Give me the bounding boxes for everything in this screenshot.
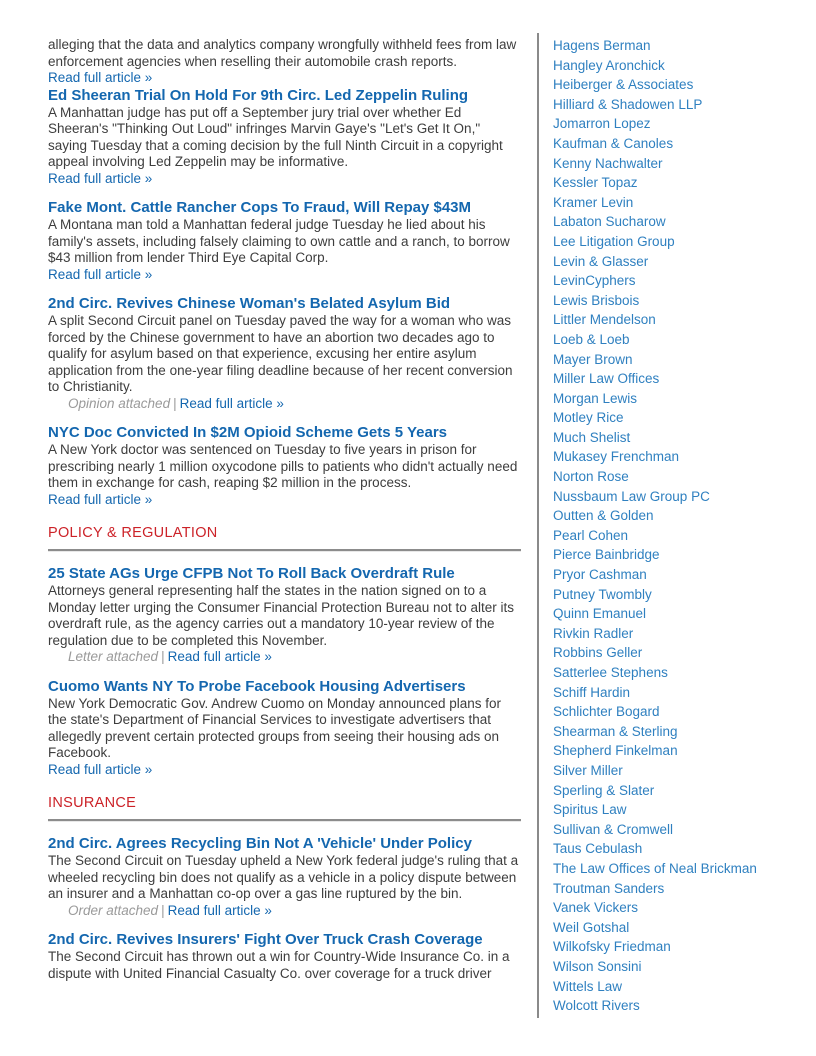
article: [48, 931, 521, 982]
article-body: A Manhattan judge has put off a September jury trial over whether Ed Sheeran's "Thinking Out Loud" infringes Marvin Gaye's "Let's Get It On," saying Tuesday that a coming decision by the full Ninth Circuit in a copyright appeal involving Led Zeppelin may be informative.: [48, 104, 503, 169]
read-full-article-link[interactable]: Read full article »: [48, 170, 153, 186]
firm-link[interactable]: Outten & Golden: [553, 508, 654, 524]
attachment-separator: |: [173, 395, 177, 411]
attachment-label: Order attached: [68, 902, 159, 918]
firm-link[interactable]: Mukasey Frenchman: [553, 449, 680, 465]
firm-link[interactable]: Much Shelist: [553, 429, 631, 445]
firm-link[interactable]: Hangley Aronchick: [553, 57, 665, 73]
firm-link[interactable]: Lee Litigation Group: [553, 233, 675, 249]
article: [48, 565, 521, 666]
section-header: INSURANCE: [48, 795, 137, 811]
article-body: The Second Circuit on Tuesday upheld a New York federal judge's ruling that a wheeled recycling bin does not qualify as a vehicle in a policy dispute between an insurer and a Manhattan co-op over a gas line ruptured by the bin.: [48, 853, 519, 901]
attachment-separator: |: [161, 902, 165, 918]
section-header: POLICY & REGULATION: [48, 525, 218, 541]
firm-link[interactable]: Shearman & Sterling: [553, 723, 678, 739]
read-full-article-link[interactable]: Read full article »: [179, 395, 284, 411]
firm-link[interactable]: Schiff Hardin: [553, 684, 631, 700]
firm-link[interactable]: Levin & Glasser: [553, 253, 649, 269]
article: [48, 199, 521, 283]
firm-link[interactable]: Troutman Sanders: [553, 880, 665, 896]
firm-link[interactable]: Norton Rose: [553, 469, 629, 485]
firm-link[interactable]: Hilliard & Shadowen LLP: [553, 96, 703, 112]
article: [48, 87, 521, 188]
article: [48, 835, 521, 919]
firm-link[interactable]: Wolcott Rivers: [553, 998, 640, 1014]
firm-link[interactable]: Lewis Brisbois: [553, 292, 640, 308]
firm-link[interactable]: Littler Mendelson: [553, 312, 656, 328]
article-headline[interactable]: 2nd Circ. Revives Chinese Woman's Belated Asylum Bid: [48, 295, 451, 312]
firm-link[interactable]: The Law Offices of Neal Brickman: [553, 860, 757, 876]
article-body: A New York doctor was sentenced on Tuesday to five years in prison for prescribing nearly 1 million oxycodone pills to patients who didn't actually need them in exchange for cash, reaping $2 million in the process.: [48, 442, 518, 490]
firm-link[interactable]: Miller Law Offices: [553, 371, 660, 387]
firm-link[interactable]: Taus Cebulash: [553, 841, 643, 857]
article-headline[interactable]: 25 State AGs Urge CFPB Not To Roll Back Overdraft Rule: [48, 565, 455, 582]
firm-link[interactable]: Wilson Sonsini: [553, 958, 642, 974]
attachment-row: [68, 396, 521, 413]
section-rule: [48, 549, 521, 552]
firm-link[interactable]: Rivkin Radler: [553, 625, 634, 641]
article-body: A split Second Circuit panel on Tuesday paved the way for a woman who was forced by the Chinese government to have an abortion two decades ago to qualify for asylum based on that experience, excusing her entire asylum application from the one-year filing deadline because of her recent conversion to Christianity.: [48, 313, 513, 394]
firm-link[interactable]: Kenny Nachwalter: [553, 155, 663, 171]
article-continuation: [48, 37, 521, 87]
article-body: alleging that the data and analytics company wrongfully withheld fees from law enforcement agencies when reselling their automobile crash reports.: [48, 37, 517, 69]
article-headline[interactable]: Fake Mont. Cattle Rancher Cops To Fraud, Will Repay $43M: [48, 199, 471, 216]
read-full-article-link[interactable]: Read full article »: [48, 761, 153, 777]
attachment-row: [68, 903, 521, 920]
section: [48, 794, 521, 822]
article-headline[interactable]: Cuomo Wants NY To Probe Facebook Housing Advertisers: [48, 677, 466, 695]
read-full-article-link[interactable]: Read full article »: [167, 649, 272, 664]
firm-link[interactable]: Putney Twombly: [553, 586, 652, 602]
firm-link[interactable]: LevinCyphers: [553, 273, 636, 289]
attachment-label: Opinion attached: [68, 395, 171, 411]
firm-link[interactable]: Heiberger & Associates: [553, 77, 694, 93]
firm-link[interactable]: Motley Rice: [553, 410, 624, 426]
firm-link[interactable]: Wilkofsky Friedman: [553, 939, 671, 955]
read-full-article-link[interactable]: Read full article »: [48, 266, 153, 282]
firm-link[interactable]: Vanek Vickers: [553, 900, 639, 916]
firm-link[interactable]: Kramer Levin: [553, 194, 634, 210]
read-link-row: [48, 762, 521, 779]
column-divider: [537, 33, 539, 1018]
firm-link[interactable]: Robbins Geller: [553, 645, 643, 661]
firm-link[interactable]: Quinn Emanuel: [553, 606, 647, 622]
firm-link[interactable]: Sperling & Slater: [553, 782, 655, 798]
attachment-label: Letter attached: [68, 649, 159, 664]
read-full-article-link[interactable]: Read full article »: [167, 902, 272, 918]
article-body: The Second Circuit has thrown out a win for Country-Wide Insurance Co. in a dispute with United Financial Casualty Co. over coverage for a truck driver: [48, 949, 510, 981]
firm-link[interactable]: Labaton Sucharow: [553, 214, 666, 230]
firm-link[interactable]: Kessler Topaz: [553, 175, 638, 191]
article-body: A Montana man told a Manhattan federal judge Tuesday he lied about his family's assets, including falsely claiming to own cattle and a ranch, to borrow $43 million from lender Third Eye Capital Corp.: [48, 217, 510, 265]
firm-link[interactable]: Silver Miller: [553, 762, 623, 778]
read-full-article-link[interactable]: Read full article »: [48, 491, 153, 507]
article-headline[interactable]: NYC Doc Convicted In $2M Opioid Scheme Gets 5 Years: [48, 424, 448, 441]
firm-link[interactable]: Nussbaum Law Group PC: [553, 488, 710, 504]
firm-link[interactable]: Satterlee Stephens: [553, 665, 668, 680]
firm-link[interactable]: Hagens Berman: [553, 38, 651, 53]
article: [48, 678, 521, 779]
article-body: Attorneys general representing half the states in the nation signed on to a Monday letter urging the Consumer Financial Protection Bureau not to alter its overdraft rule, as the agency carries out a mandatory 10-year review of the regulation due to be completed this November.: [48, 583, 514, 648]
attachment-separator: |: [161, 649, 165, 664]
firm-link[interactable]: Pierce Bainbridge: [553, 547, 660, 563]
articles-column: [48, 37, 521, 982]
firm-link[interactable]: Loeb & Loeb: [553, 331, 630, 347]
firm-link[interactable]: Spiritus Law: [553, 802, 627, 818]
firm-link[interactable]: Pearl Cohen: [553, 527, 629, 543]
firm-link[interactable]: Mayer Brown: [553, 351, 633, 367]
attachment-row: [68, 649, 521, 666]
read-link-row: [48, 171, 521, 188]
firm-link[interactable]: Shepherd Finkelman: [553, 743, 678, 759]
article-headline[interactable]: 2nd Circ. Agrees Recycling Bin Not A 'Vehicle' Under Policy: [48, 835, 472, 852]
article-headline[interactable]: Ed Sheeran Trial On Hold For 9th Circ. Led Zeppelin Ruling: [48, 86, 469, 104]
firm-link[interactable]: Schlichter Bogard: [553, 704, 660, 720]
firm-link[interactable]: Morgan Lewis: [553, 390, 638, 406]
firms-sidebar: [553, 36, 803, 1016]
firm-link[interactable]: Wittels Law: [553, 978, 623, 994]
firm-link[interactable]: Sullivan & Cromwell: [553, 821, 674, 837]
section-rule: [48, 819, 521, 822]
read-link-row: [48, 492, 521, 509]
firm-link[interactable]: Kaufman & Canoles: [553, 135, 674, 151]
read-full-article-link[interactable]: Read full article »: [48, 70, 153, 85]
article: [48, 424, 521, 508]
read-link-row: [48, 267, 521, 284]
article-body: New York Democratic Gov. Andrew Cuomo on Monday announced plans for the state's Department of Financial Services to investigate advertisers that allegedly prevent certain protected groups from seeing their housing ads on Facebook.: [48, 695, 501, 760]
firm-link[interactable]: Weil Gotshal: [553, 919, 630, 935]
firm-link[interactable]: Jomarron Lopez: [553, 116, 651, 132]
article: [48, 295, 521, 412]
firm-link[interactable]: Pryor Cashman: [553, 567, 647, 583]
section: [48, 524, 521, 552]
article-headline[interactable]: 2nd Circ. Revives Insurers' Fight Over Truck Crash Coverage: [48, 931, 483, 948]
